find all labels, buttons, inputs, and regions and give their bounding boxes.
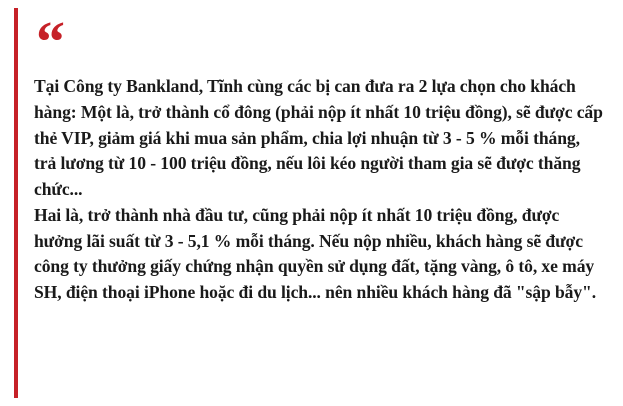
quote-body	[34, 74, 605, 306]
quote-paragraph: Hai là, trở thành nhà đầu tư, cũng phải nộp ít nhất 10 triệu đồng, được hưởng lãi suất từ 3 - 5,1 % mỗi tháng. Nếu nộp nhiều, khách hàng sẽ được công ty thưởng giấy chứng nhận quyền sử dụng đất, tặng vàng, ô tô, xe máy SH, điện thoại iPhone hoặc đi du lịch... nên nhiều khách hàng đã "sập bẫy".	[34, 204, 597, 303]
quote-paragraph: Tại Công ty Bankland, Tĩnh cùng các bị can đưa ra 2 lựa chọn cho khách hàng: Một là, trở thành cổ đông (phải nộp ít nhất 10 triệu đồng), sẽ được cấp thẻ VIP, giảm giá khi mua sản phẩm, chia lợi nhuận từ 3 - 5 % mỗi tháng, trả lương từ 10 - 100 triệu đồng, nếu lôi kéo người tham gia sẽ được thăng chức...	[34, 76, 603, 200]
accent-rule	[14, 8, 18, 398]
quote-mark-icon: “	[36, 9, 63, 74]
